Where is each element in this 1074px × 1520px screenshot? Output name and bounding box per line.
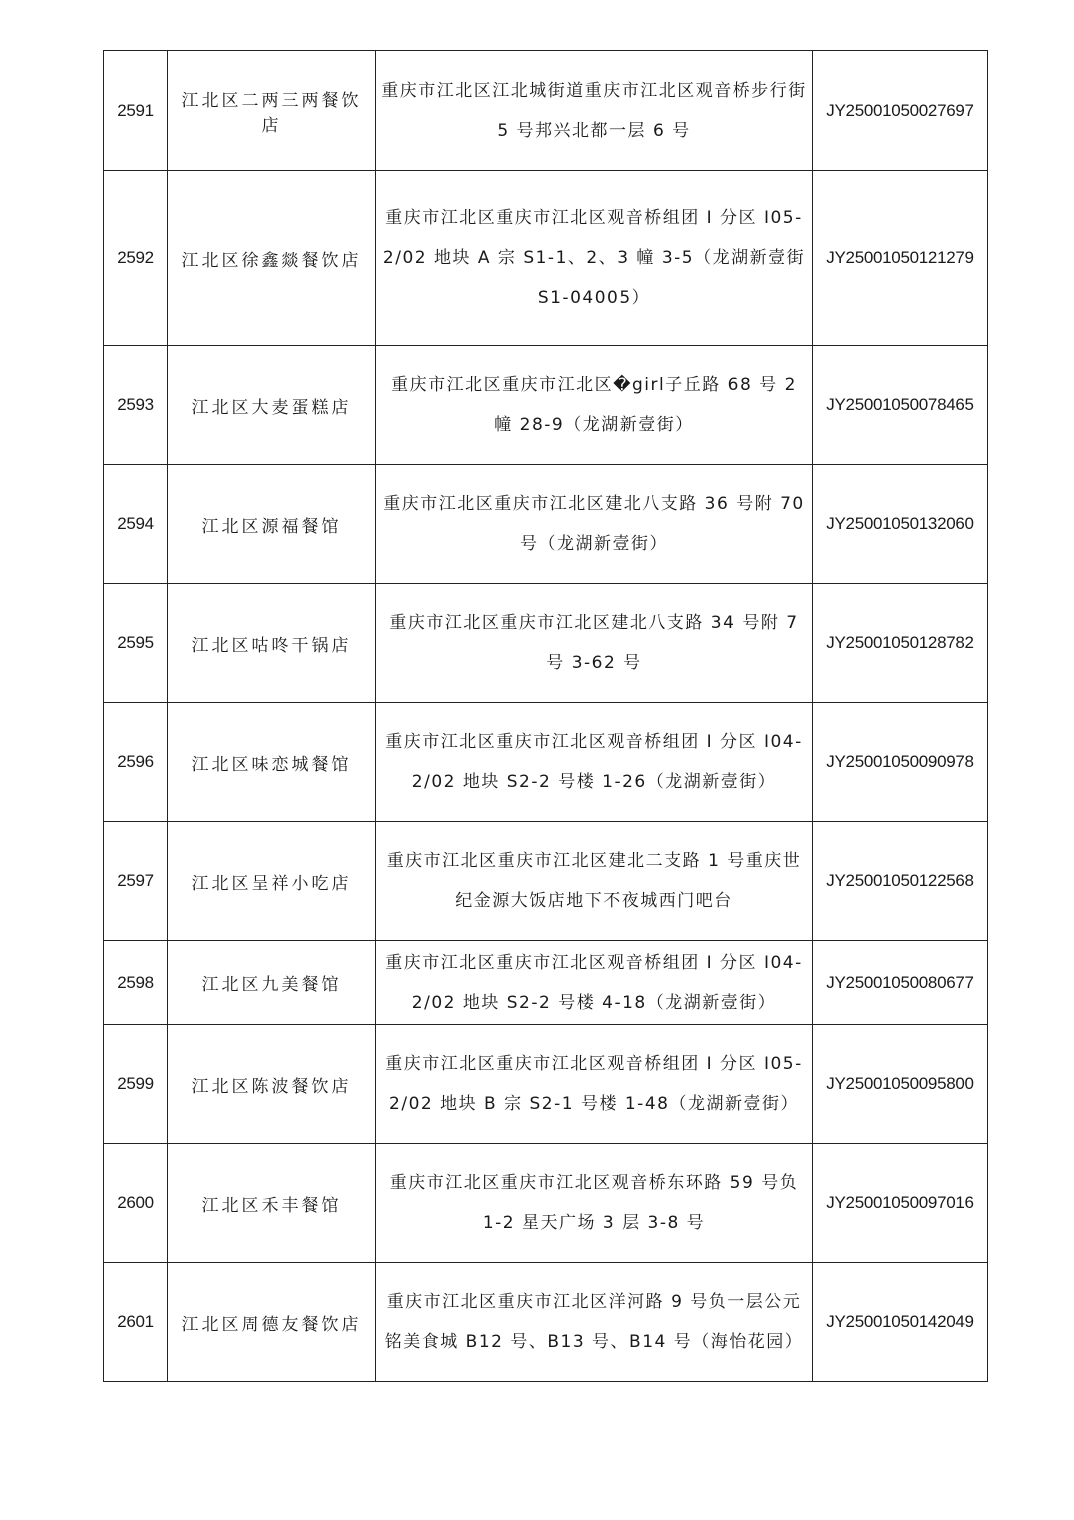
row-number: 2599 bbox=[104, 1025, 168, 1144]
business-address: 重庆市江北区重庆市江北区建北八支路 34 号附 7 号 3-62 号 bbox=[376, 584, 813, 703]
business-address: 重庆市江北区重庆市江北区观音桥组团 I 分区 I04-2/02 地块 S2-2 号楼 1-26（龙湖新壹街） bbox=[376, 703, 813, 822]
table-row bbox=[104, 1263, 988, 1382]
business-address: 重庆市江北区重庆市江北区建北八支路 36 号附 70 号（龙湖新壹街） bbox=[376, 465, 813, 584]
business-name: 江北区禾丰餐馆 bbox=[168, 1144, 376, 1263]
table-row bbox=[104, 1144, 988, 1263]
business-name: 江北区九美餐馆 bbox=[168, 941, 376, 1025]
row-number: 2597 bbox=[104, 822, 168, 941]
row-number: 2596 bbox=[104, 703, 168, 822]
business-name: 江北区徐鑫燚餐饮店 bbox=[168, 171, 376, 346]
business-address: 重庆市江北区江北城街道重庆市江北区观音桥步行街 5 号邦兴北都一层 6 号 bbox=[376, 51, 813, 171]
license-number: JY25001050097016 bbox=[813, 1144, 988, 1263]
table-row bbox=[104, 51, 988, 171]
table-row bbox=[104, 346, 988, 465]
row-number: 2592 bbox=[104, 171, 168, 346]
row-number: 2600 bbox=[104, 1144, 168, 1263]
row-number: 2594 bbox=[104, 465, 168, 584]
table-row bbox=[104, 703, 988, 822]
business-address: 重庆市江北区重庆市江北区观音桥组团 I 分区 I05-2/02 地块 B 宗 S2-1 号楼 1-48（龙湖新壹街） bbox=[376, 1025, 813, 1144]
license-number: JY25001050080677 bbox=[813, 941, 988, 1025]
table-row bbox=[104, 941, 988, 1025]
table-row bbox=[104, 171, 988, 346]
business-address: 重庆市江北区重庆市江北区观音桥组团 I 分区 I04-2/02 地块 S2-2 号楼 4-18（龙湖新壹街） bbox=[376, 941, 813, 1025]
row-number: 2595 bbox=[104, 584, 168, 703]
business-name: 江北区大麦蛋糕店 bbox=[168, 346, 376, 465]
row-number: 2601 bbox=[104, 1263, 168, 1382]
business-name: 江北区周德友餐饮店 bbox=[168, 1263, 376, 1382]
license-number: JY25001050090978 bbox=[813, 703, 988, 822]
license-number: JY25001050122568 bbox=[813, 822, 988, 941]
table-row bbox=[104, 584, 988, 703]
business-address: 重庆市江北区重庆市江北区洋河路 9 号负一层公元铭美食城 B12 号、B13 号、B14 号（海怡花园） bbox=[376, 1263, 813, 1382]
row-number: 2598 bbox=[104, 941, 168, 1025]
table-row bbox=[104, 465, 988, 584]
business-name: 江北区呈祥小吃店 bbox=[168, 822, 376, 941]
license-number: JY25001050078465 bbox=[813, 346, 988, 465]
business-address: 重庆市江北区重庆市江北区建北二支路 1 号重庆世纪金源大饭店地下不夜城西门吧台 bbox=[376, 822, 813, 941]
table-row bbox=[104, 1025, 988, 1144]
license-number: JY25001050142049 bbox=[813, 1263, 988, 1382]
business-name: 江北区味恋城餐馆 bbox=[168, 703, 376, 822]
business-license-table bbox=[103, 50, 988, 1382]
license-number: JY25001050128782 bbox=[813, 584, 988, 703]
business-name: 江北区陈波餐饮店 bbox=[168, 1025, 376, 1144]
business-address: 重庆市江北区重庆市江北区观音桥组团 I 分区 I05-2/02 地块 A 宗 S1-1、2、3 幢 3-5（龙湖新壹街 S1-04005） bbox=[376, 171, 813, 346]
license-number: JY25001050027697 bbox=[813, 51, 988, 171]
license-number: JY25001050121279 bbox=[813, 171, 988, 346]
table-row bbox=[104, 822, 988, 941]
business-address: 重庆市江北区重庆市江北区观音桥东环路 59 号负 1-2 星天广场 3 层 3-8 号 bbox=[376, 1144, 813, 1263]
license-number: JY25001050132060 bbox=[813, 465, 988, 584]
business-address: 重庆市江北区重庆市江北区�girl子丘路 68 号 2 幢 28-9（龙湖新壹街） bbox=[376, 346, 813, 465]
row-number: 2591 bbox=[104, 51, 168, 171]
row-number: 2593 bbox=[104, 346, 168, 465]
business-name: 江北区二两三两餐饮店 bbox=[168, 51, 376, 171]
license-number: JY25001050095800 bbox=[813, 1025, 988, 1144]
business-name: 江北区咕咚干锅店 bbox=[168, 584, 376, 703]
business-name: 江北区源福餐馆 bbox=[168, 465, 376, 584]
